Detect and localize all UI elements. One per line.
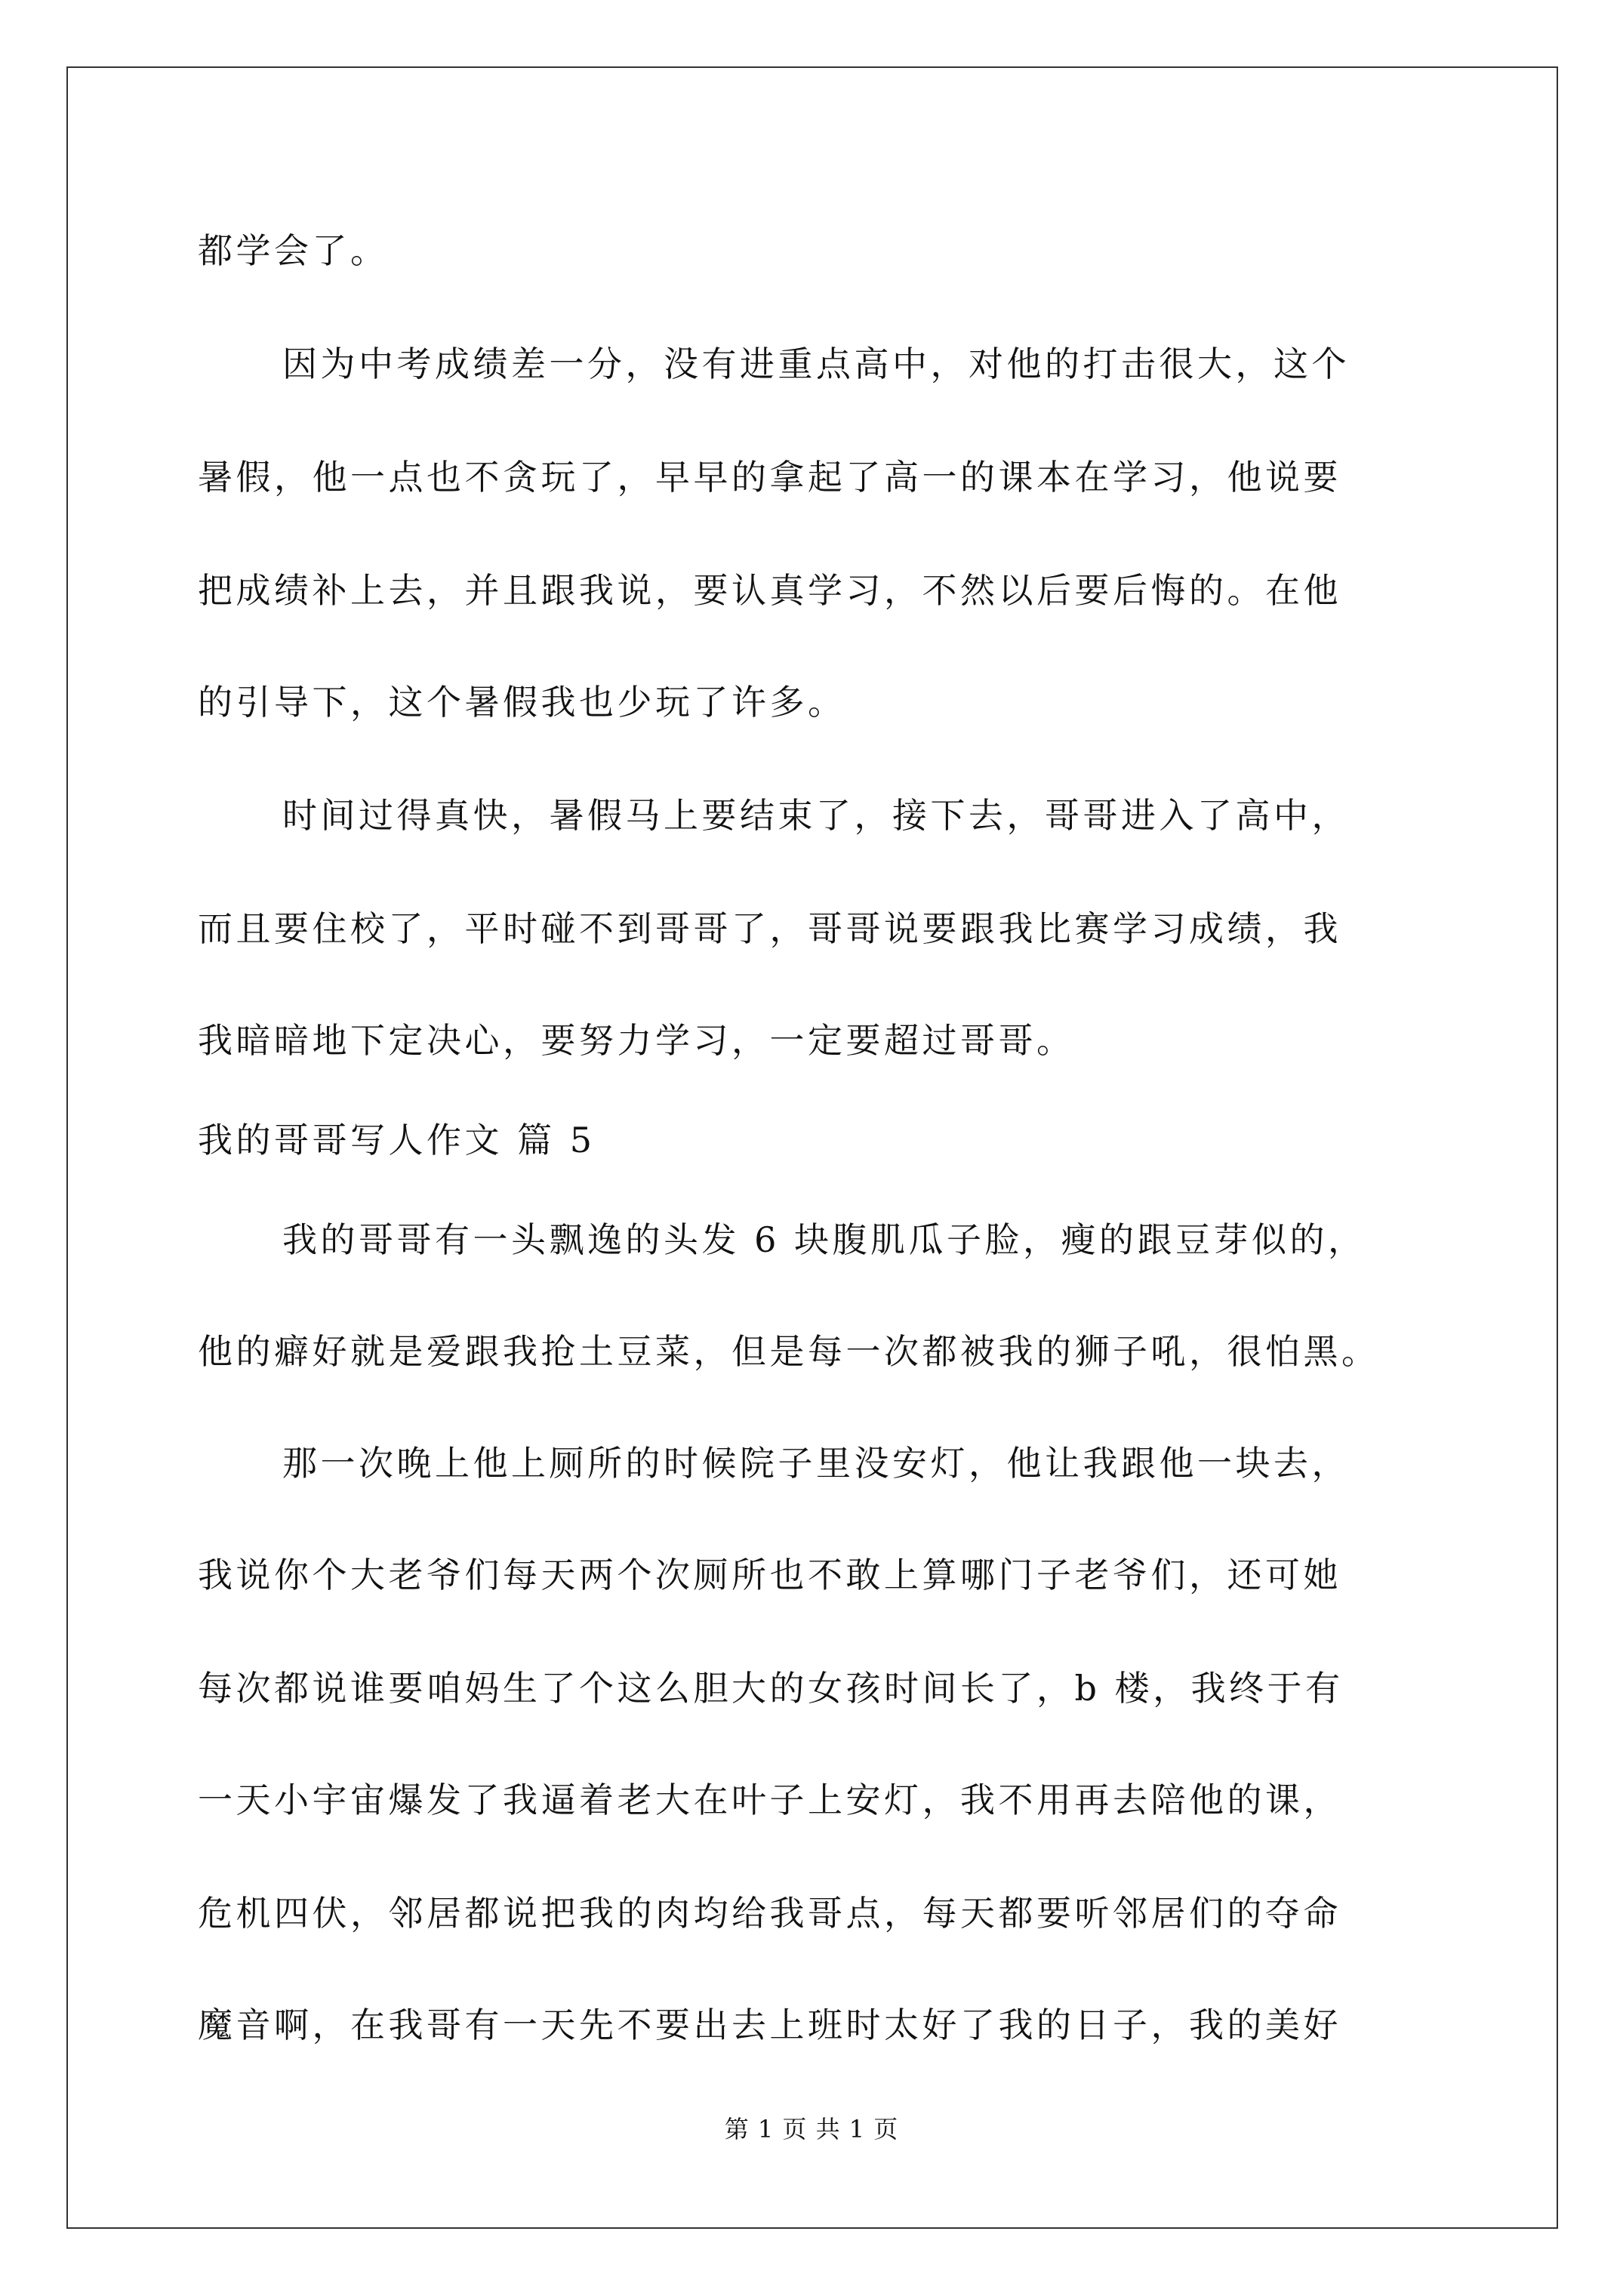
text-line: 都学会了。 xyxy=(198,230,389,271)
paragraph-start-line: 时间过得真快，暑假马上要结束了，接下去，哥哥进入了高中， xyxy=(282,795,1350,836)
text-line: 一天小宇宙爆发了我逼着老大在叶子上安灯，我不用再去陪他的课， xyxy=(198,1780,1341,1820)
text-line: 我说你个大老爷们每天两个次厕所也不敢上算哪门子老爷们，还可她 xyxy=(198,1555,1341,1595)
paragraph-start-line: 那一次晚上他上厕所的时候院子里没安灯，他让我跟他一块去， xyxy=(282,1443,1350,1484)
text-line: 我暗暗地下定决心，要努力学习，一定要超过哥哥。 xyxy=(198,1020,1075,1061)
page-number-footer: 第 1 页 共 1 页 xyxy=(724,2115,899,2143)
text-line: 危机四伏，邻居都说把我的肉均给我哥点，每天都要听邻居们的夺命 xyxy=(198,1893,1341,1934)
text-line: 而且要住校了，平时碰不到哥哥了，哥哥说要跟我比赛学习成绩，我 xyxy=(198,908,1341,949)
text-line: 暑假，他一点也不贪玩了，早早的拿起了高一的课本在学习，他说要 xyxy=(198,457,1341,498)
section-heading: 我的哥哥写人作文 篇 5 xyxy=(198,1120,596,1160)
text-line: 他的癖好就是爱跟我抢土豆菜，但是每一次都被我的狮子吼，很怕黑。 xyxy=(198,1331,1380,1372)
text-line: 每次都说谁要咱妈生了个这么胆大的女孩时间长了，b 楼，我终于有 xyxy=(198,1668,1344,1709)
text-line: 魔音啊，在我哥有一天先不要出去上班时太好了我的日子，我的美好 xyxy=(198,2005,1341,2045)
paragraph-start-line: 因为中考成绩差一分，没有进重点高中，对他的打击很大，这个 xyxy=(282,344,1350,384)
text-line: 的引导下，这个暑假我也少玩了许多。 xyxy=(198,682,846,723)
paragraph-start-line: 我的哥哥有一头飘逸的头发 6 块腹肌瓜子脸，瘦的跟豆芽似的， xyxy=(282,1219,1366,1260)
text-line: 把成绩补上去，并且跟我说，要认真学习，不然以后要后悔的。在他 xyxy=(198,570,1341,611)
